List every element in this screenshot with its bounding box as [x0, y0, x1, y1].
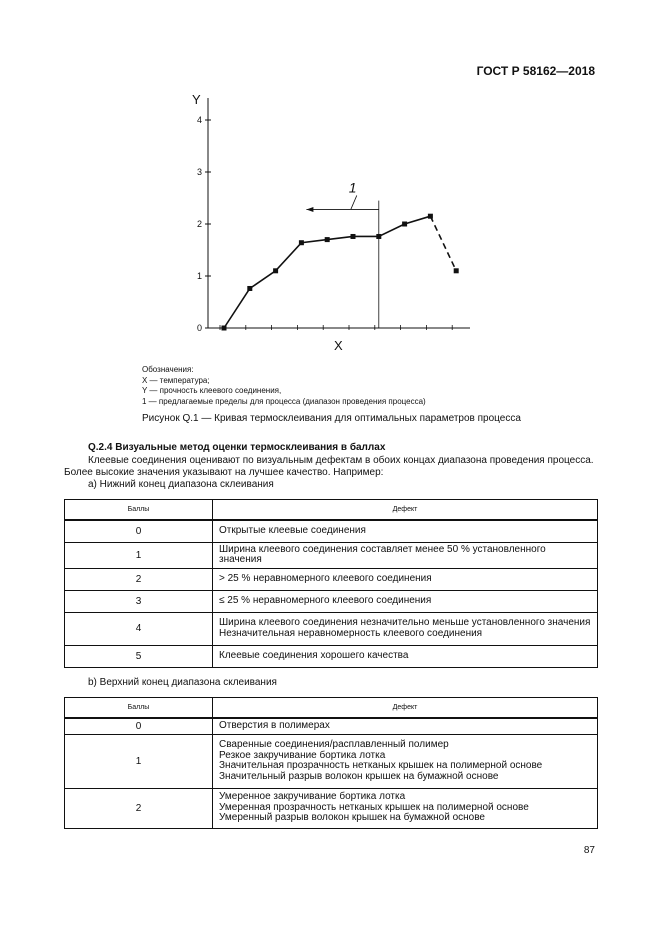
legend-item-1: 1 — предлагаемые пределы для процесса (диапазон проведения процесса) — [142, 396, 426, 406]
defect-cell — [213, 612, 598, 645]
data-point — [402, 222, 407, 227]
defect-cell — [213, 568, 598, 590]
defect-line: Клеевые соединения хорошего качества — [219, 649, 409, 661]
series-line — [224, 216, 430, 328]
table-a-header-defect: Дефект — [213, 500, 598, 521]
defect-line: Умеренное закручивание бортика лотка — [219, 791, 406, 803]
legend-title: Обозначения: — [142, 365, 194, 374]
data-point — [247, 286, 252, 291]
y-tick-label: 4 — [196, 115, 202, 125]
defect-line: ≤ 25 % неравномерного клеевого соединения — [219, 594, 432, 606]
defect-cell — [213, 520, 598, 542]
table-row — [65, 612, 598, 645]
score-cell: 0 — [65, 520, 213, 542]
y-tick-label: 3 — [196, 167, 202, 177]
y-tick-label: 1 — [196, 271, 202, 281]
defect-cell — [213, 788, 598, 828]
defect-line: Сваренные соединения/расплавленный полимер — [219, 739, 449, 750]
defect-line: Значительная прозрачность нетканых крышек на полимерной основе — [219, 760, 543, 771]
paragraph-line-1: Клеевые соединения оценивают по визуальным дефектам в обоих концах диапазона проведения процесса. — [88, 455, 594, 466]
defect-line: Резкое закручивание бортика лотка — [219, 749, 386, 761]
x-axis-label: X — [334, 338, 343, 353]
data-point — [299, 240, 304, 245]
score-cell: 4 — [65, 612, 213, 645]
table-upper-range — [64, 697, 598, 829]
table-row — [65, 520, 598, 542]
table-b-header-score: Баллы — [65, 698, 213, 719]
y-axis-label: Y — [192, 92, 201, 107]
defect-line: Отверстия в полимерах — [219, 720, 330, 731]
defect-line: Умеренная прозрачность нетканых крышек на полимерной основе — [219, 801, 529, 813]
score-cell: 1 — [65, 542, 213, 568]
defect-line: Ширина клеевого соединения составляет менее 50 % установленного значения — [219, 543, 546, 565]
data-point — [222, 326, 227, 331]
defect-cell — [213, 718, 598, 734]
defect-cell — [213, 590, 598, 612]
table-b-header-defect: Дефект — [213, 698, 598, 719]
table-lower-range — [64, 499, 598, 668]
table-row — [65, 734, 598, 788]
paragraph-line-2: Более высокие значения указывают на лучшее качество. Например: — [64, 466, 384, 478]
score-cell: 3 — [65, 590, 213, 612]
range-label: 1 — [348, 179, 357, 196]
score-cell: 5 — [65, 645, 213, 667]
table-row — [65, 788, 598, 828]
data-point — [454, 268, 459, 273]
table-row — [65, 718, 598, 734]
defect-line: Ширина клеевого соединения незначительно меньше установленного значения — [219, 617, 591, 628]
defect-line: Открытые клеевые соединения — [219, 525, 366, 536]
score-cell: 0 — [65, 718, 213, 734]
y-tick-label: 2 — [196, 219, 202, 229]
section-paragraph — [64, 455, 604, 478]
defect-cell — [213, 645, 598, 667]
y-tick-label: 0 — [196, 323, 202, 333]
defect-line: > 25 % неравномерного клеевого соединения — [219, 572, 432, 584]
data-point — [428, 214, 433, 219]
range-label-leader — [351, 195, 357, 209]
score-cell: 2 — [65, 568, 213, 590]
score-cell: 1 — [65, 734, 213, 788]
document-code: ГОСТ Р 58162—2018 — [476, 64, 595, 78]
legend-item-x: X — температура; — [142, 375, 210, 385]
page-number: 87 — [583, 845, 595, 856]
defect-line: Значительный разрыв волокон крышек на бумажной основе — [219, 770, 499, 782]
defect-line: Умеренный разрыв волокон крышек на бумажной основе — [219, 812, 485, 824]
legend-item-y: Y — прочность клеевого соединения, — [142, 386, 282, 395]
defect-cell — [213, 734, 598, 788]
table-b-label: b) Верхний конец диапазона склеивания — [88, 677, 277, 688]
table-row — [65, 542, 598, 568]
table-a-label: a) Нижний конец диапазона склеивания — [88, 479, 274, 490]
defect-cell — [213, 542, 598, 568]
table-a-header-score: Баллы — [65, 500, 213, 521]
table-row — [65, 568, 598, 590]
figure-caption: Рисунок Q.1 — Кривая термосклеивания для оптимальных параметров процесса — [142, 413, 521, 424]
table-row — [65, 645, 598, 667]
thermosealing-curve-chart — [170, 86, 480, 356]
section-title: Q.2.4 Визуальные метод оценки термосклеивания в баллах — [88, 442, 386, 453]
range-arrow-head — [306, 207, 313, 212]
data-point — [273, 268, 278, 273]
defect-line: Незначительная неравномерность клеевого соединения — [219, 627, 483, 639]
score-cell: 2 — [65, 788, 213, 828]
data-point — [325, 237, 330, 242]
table-row — [65, 590, 598, 612]
figure-legend — [142, 365, 426, 407]
series-line-dashed — [430, 216, 456, 271]
data-point — [351, 234, 356, 239]
